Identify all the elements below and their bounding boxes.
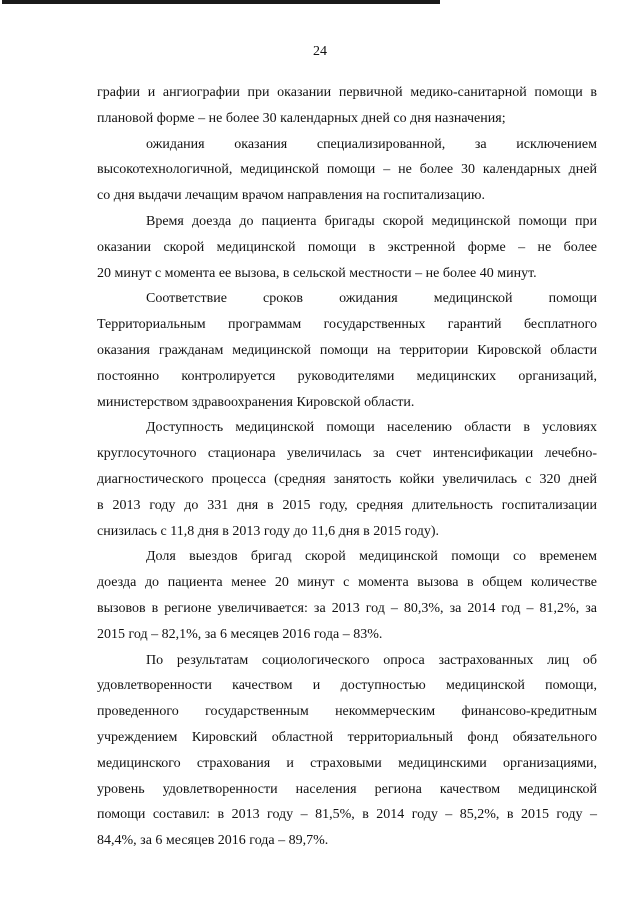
text-line: плановой форме – не более 30 календарных дней со дня назначения;	[97, 110, 506, 126]
text-line: высокотехнологичной, медицинской помощи – не более 30 календарных дней	[97, 162, 597, 178]
text-line: доезда до пациента менее 20 минут с момента вызова в общем количестве	[97, 575, 597, 591]
text-line: оказания гражданам медицинской помощи на территории Кировской области	[97, 342, 597, 358]
text-line: министерством здравоохранения Кировской области.	[97, 394, 415, 410]
text-line: постоянно контролируется руководителями медицинских организаций,	[97, 368, 597, 384]
text-line: помощи составил: в 2013 году – 81,5%, в 2014 году – 85,2%, в 2015 году –	[97, 807, 597, 823]
text-line: круглосуточного стационара увеличилась за счет интенсификации лечебно-	[97, 446, 597, 462]
paragraph	[97, 80, 597, 132]
text-line: учреждением Кировский областной территориальный фонд обязательного	[97, 729, 597, 745]
paragraph	[97, 648, 597, 854]
text-line: 84,4%, за 6 месяцев 2016 года – 89,7%.	[97, 833, 329, 849]
text-line: вызовов в регионе увеличивается: за 2013 год – 80,3%, за 2014 год – 81,2%, за	[97, 600, 597, 616]
text-line: медицинского страхования и страховыми медицинскими организациями,	[97, 755, 597, 771]
text-line: Доступность медицинской помощи населению области в условиях	[146, 420, 597, 436]
document-body	[97, 80, 597, 854]
paragraph	[97, 544, 597, 647]
text-line: удовлетворенности качеством и доступностью медицинской помощи,	[97, 678, 597, 694]
text-line: диагностического процесса (средняя занятость койки увеличилась с 320 дней	[97, 471, 597, 487]
text-line: снизилась с 11,8 дня в 2013 году до 11,6 дня в 2015 году).	[97, 523, 440, 539]
text-line: оказании скорой медицинской помощи в экстренной форме – не более	[97, 239, 597, 255]
text-line: Доля выездов бригад скорой медицинской помощи со временем	[146, 549, 597, 565]
paragraph	[97, 209, 597, 286]
paragraph	[97, 132, 597, 209]
text-line: 20 минут с момента ее вызова, в сельской местности – не более 40 минут.	[97, 265, 537, 281]
text-line: проведенного государственным некоммерческим финансово-кредитным	[97, 704, 597, 720]
text-line: уровень удовлетворенности населения региона качеством медицинской	[97, 781, 597, 797]
text-line: 2015 год – 82,1%, за 6 месяцев 2016 года – 83%.	[97, 626, 383, 642]
text-line: Соответствие сроков ожидания медицинской помощи	[146, 291, 597, 307]
text-line: со дня выдачи лечащим врачом направления на госпитализацию.	[97, 188, 485, 204]
header-rule	[2, 0, 440, 4]
text-line: Время доезда до пациента бригады скорой медицинской помощи при	[146, 213, 597, 229]
text-line: Территориальным программам государственных гарантий бесплатного	[97, 317, 597, 333]
text-line: в 2013 году до 331 дня в 2015 году, средняя длительность госпитализации	[97, 497, 597, 513]
paragraph	[97, 286, 597, 415]
paragraph	[97, 415, 597, 544]
text-line: ожидания оказания специализированной, за исключением	[146, 136, 597, 152]
text-line: графии и ангиографии при оказании первичной медико-санитарной помощи в	[97, 85, 597, 100]
text-line: По результатам социологического опроса застрахованных лиц об	[146, 652, 597, 668]
page-number: 24	[313, 44, 327, 59]
